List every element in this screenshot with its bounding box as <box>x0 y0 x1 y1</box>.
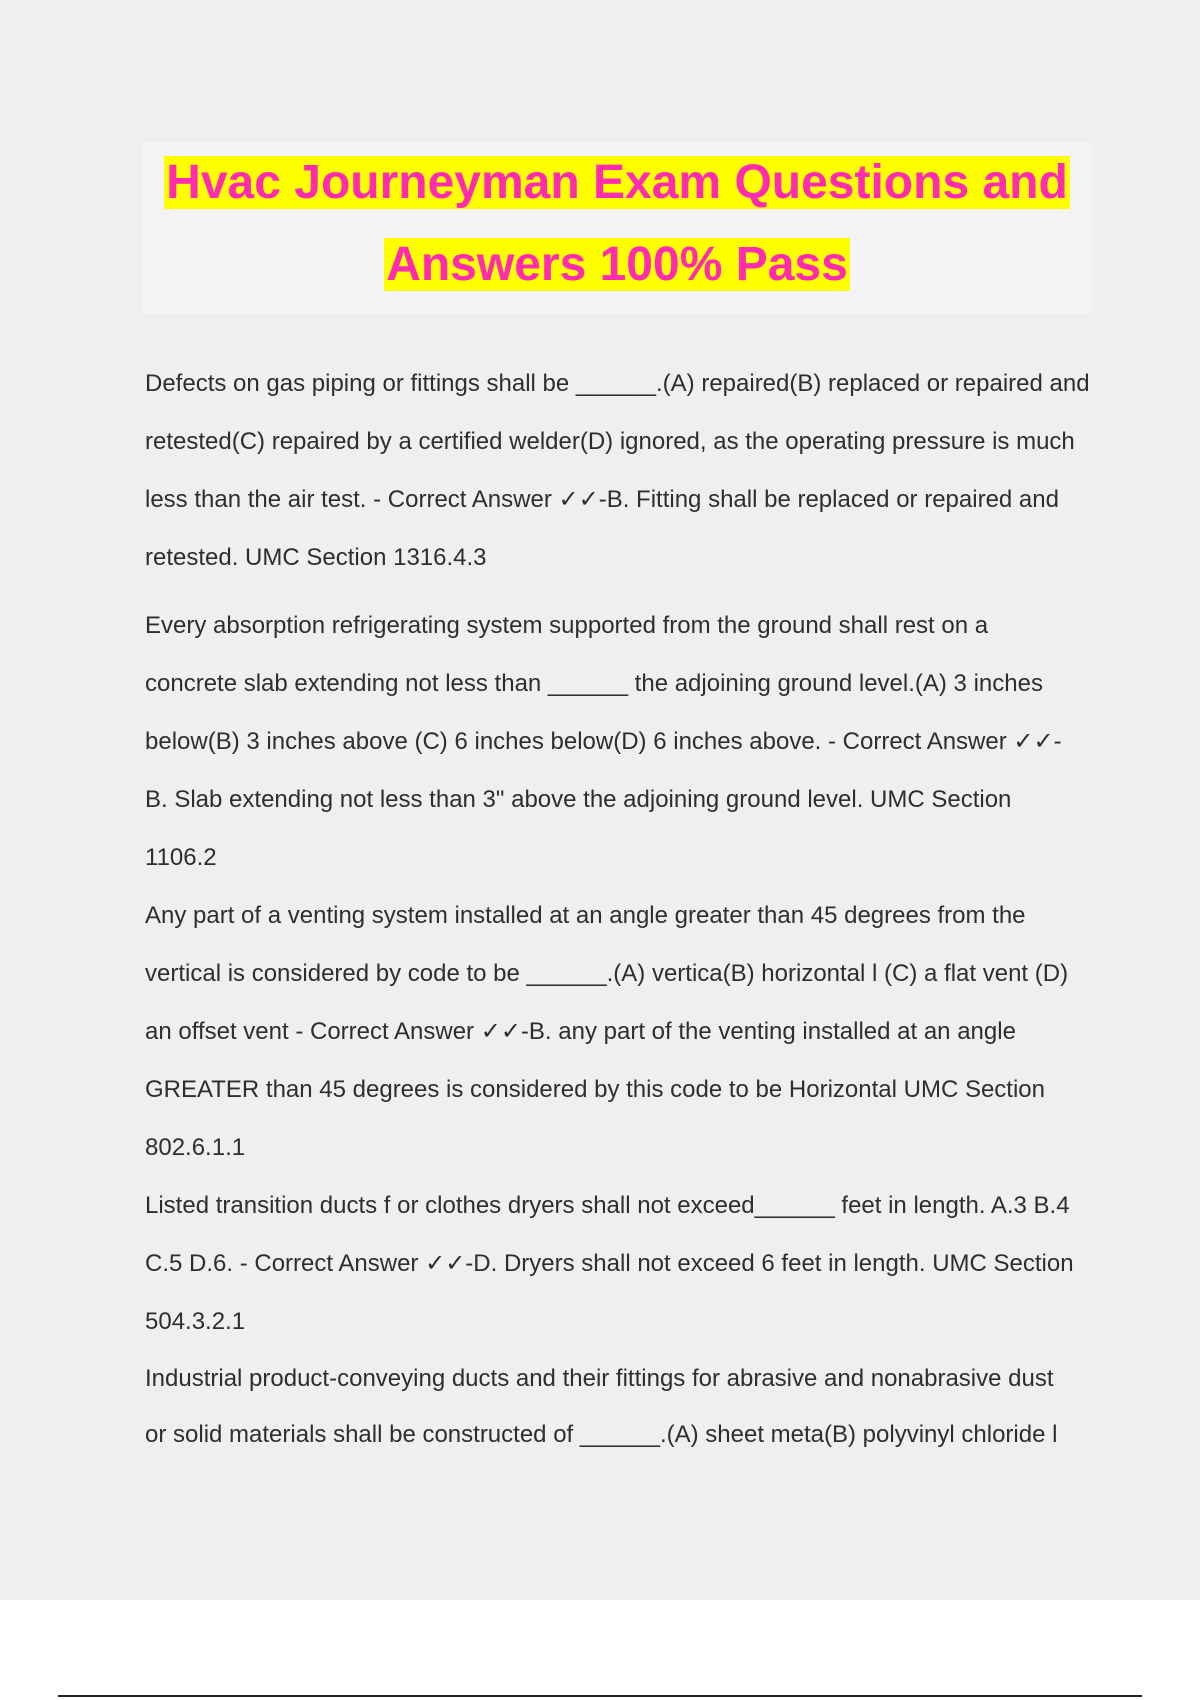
question-item <box>145 1177 1095 1351</box>
question-line: 802.6.1.1 <box>145 1134 246 1161</box>
question-line: Industrial product-conveying ducts and their fittings for abrasive and nonabrasive dust <box>145 1365 1054 1392</box>
title-line-2: Answers 100% Pass <box>386 238 848 291</box>
question-line: below(B) 3 inches above (C) 6 inches below(D) 6 inches above. - Correct Answer ✓✓- <box>145 728 1062 755</box>
question-line: an offset vent - Correct Answer ✓✓-B. any part of the venting installed at an angle <box>145 1018 1016 1045</box>
question-line: GREATER than 45 degrees is considered by this code to be Horizontal UMC Section <box>145 1076 1045 1103</box>
question-item <box>145 887 1095 1177</box>
question-line: concrete slab extending not less than ______ the adjoining ground level.(A) 3 inches <box>145 670 1043 697</box>
question-item <box>145 1351 1095 1463</box>
question-line: 504.3.2.1 <box>145 1308 246 1335</box>
question-item <box>145 355 1095 587</box>
question-item <box>145 597 1095 887</box>
question-line: Listed transition ducts f or clothes dryers shall not exceed______ feet in length. A.3 B.4 <box>145 1192 1070 1219</box>
document-title <box>142 142 1092 314</box>
question-line: Every absorption refrigerating system supported from the ground shall rest on a <box>145 612 989 639</box>
question-line: Any part of a venting system installed at an angle greater than 45 degrees from the <box>145 902 1026 929</box>
question-line: less than the air test. - Correct Answer ✓✓-B. Fitting shall be replaced or repaired and <box>145 486 1059 513</box>
question-line: Defects on gas piping or fittings shall be ______.(A) repaired(B) replaced or repaired and <box>145 370 1090 397</box>
question-line: vertical is considered by code to be ______.(A) vertica(B) horizontal l (C) a flat vent (D) <box>145 960 1069 987</box>
question-list <box>145 355 1095 1463</box>
question-line: B. Slab extending not less than 3" above the adjoining ground level. UMC Section <box>145 786 1012 813</box>
question-line: retested. UMC Section 1316.4.3 <box>145 544 487 571</box>
question-line: C.5 D.6. - Correct Answer ✓✓-D. Dryers shall not exceed 6 feet in length. UMC Section <box>145 1250 1074 1277</box>
footer-divider <box>58 1695 1142 1697</box>
question-line: or solid materials shall be constructed of ______.(A) sheet meta(B) polyvinyl chloride l <box>145 1421 1058 1448</box>
question-line: retested(C) repaired by a certified welder(D) ignored, as the operating pressure is much <box>145 428 1075 455</box>
question-line: 1106.2 <box>145 844 217 871</box>
title-line-1: Hvac Journeyman Exam Questions and <box>166 156 1068 209</box>
